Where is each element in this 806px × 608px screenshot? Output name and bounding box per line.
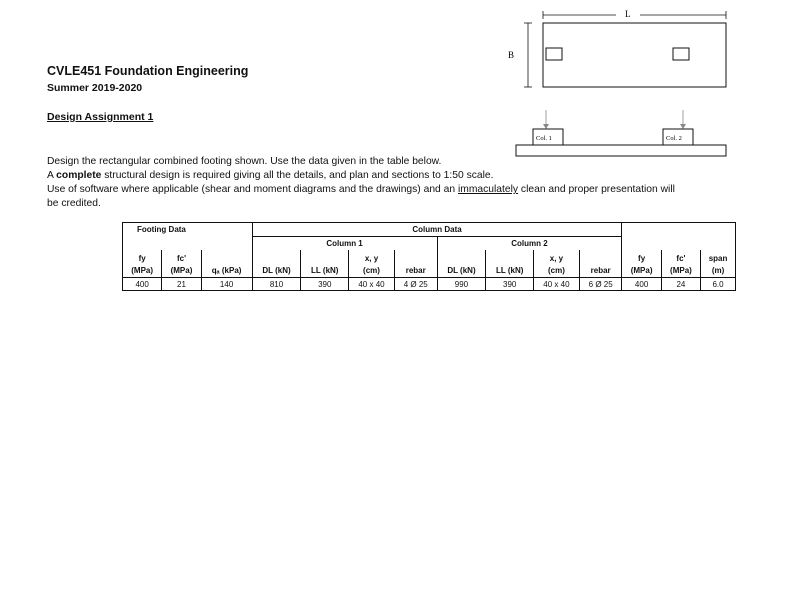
cell-span: 6.0 [701,278,736,291]
instruction-line-1: Design the rectangular combined footing shown. Use the data given in the table below. [47,156,442,167]
cell-col1-ll: 390 [301,278,349,291]
cell-qa: 140 [201,278,252,291]
header-cell: rebar [394,250,437,278]
table-row [123,278,736,291]
cell-fc: 21 [162,278,201,291]
header-cell: x, y (cm) [349,250,395,278]
cell-col2-rebar: 6 Ø 25 [579,278,622,291]
label-col-2: Col. 2 [666,135,682,142]
group-column-data: Column Data [252,223,622,237]
header-cell: LL (kN) [301,250,349,278]
subgroup-column-1: Column 1 [252,237,437,251]
cell-col2-ll: 390 [486,278,534,291]
instruction-line-2: A complete structural design is required giving all the details, and plan and sections to 1:50 scale. [47,170,494,181]
cell-col1-xy: 40 x 40 [349,278,395,291]
subgroup-column-2: Column 2 [437,237,622,251]
column-1-plan [546,48,562,60]
label-l: L [625,9,631,19]
label-col-1: Col. 1 [536,135,552,142]
column-2-plan [673,48,689,60]
footing-plan [543,23,726,87]
cell-col-fy: 400 [622,278,661,291]
group-footing-data: Footing Data [123,223,253,237]
header-cell: LL (kN) [486,250,534,278]
header-row [123,250,736,278]
emphasis-complete: complete [56,170,102,181]
emphasis-immaculately: immaculately [457,184,519,195]
header-cell: fy (MPa) [123,250,162,278]
data-table [122,222,736,291]
assignment-title: Design Assignment 1 [47,111,154,123]
cell-fy: 400 [123,278,162,291]
cell-col1-dl: 810 [252,278,301,291]
cell-col2-xy: 40 x 40 [533,278,579,291]
term-label: Summer 2019-2020 [47,82,143,94]
header-cell: x, y (cm) [533,250,579,278]
header-cell: fc' (MPa) [162,250,201,278]
header-cell: DL (kN) [437,250,486,278]
header-cell: rebar [579,250,622,278]
header-cell: DL (kN) [252,250,301,278]
course-title: CVLE451 Foundation Engineering [47,64,249,78]
label-b: B [508,50,515,60]
header-cell: fc' (MPa) [661,250,700,278]
header-cell: span (m) [701,250,736,278]
instruction-line-3: Use of software where applicable (shear and moment diagrams and the drawings) and an immaculately clean and proper presentation will be credited. [47,184,675,209]
header-cell: qₐ (kPa) [201,250,252,278]
cell-col2-dl: 990 [437,278,486,291]
cell-col1-rebar: 4 Ø 25 [394,278,437,291]
header-cell: fy (MPa) [622,250,661,278]
cell-col-fc: 24 [661,278,700,291]
